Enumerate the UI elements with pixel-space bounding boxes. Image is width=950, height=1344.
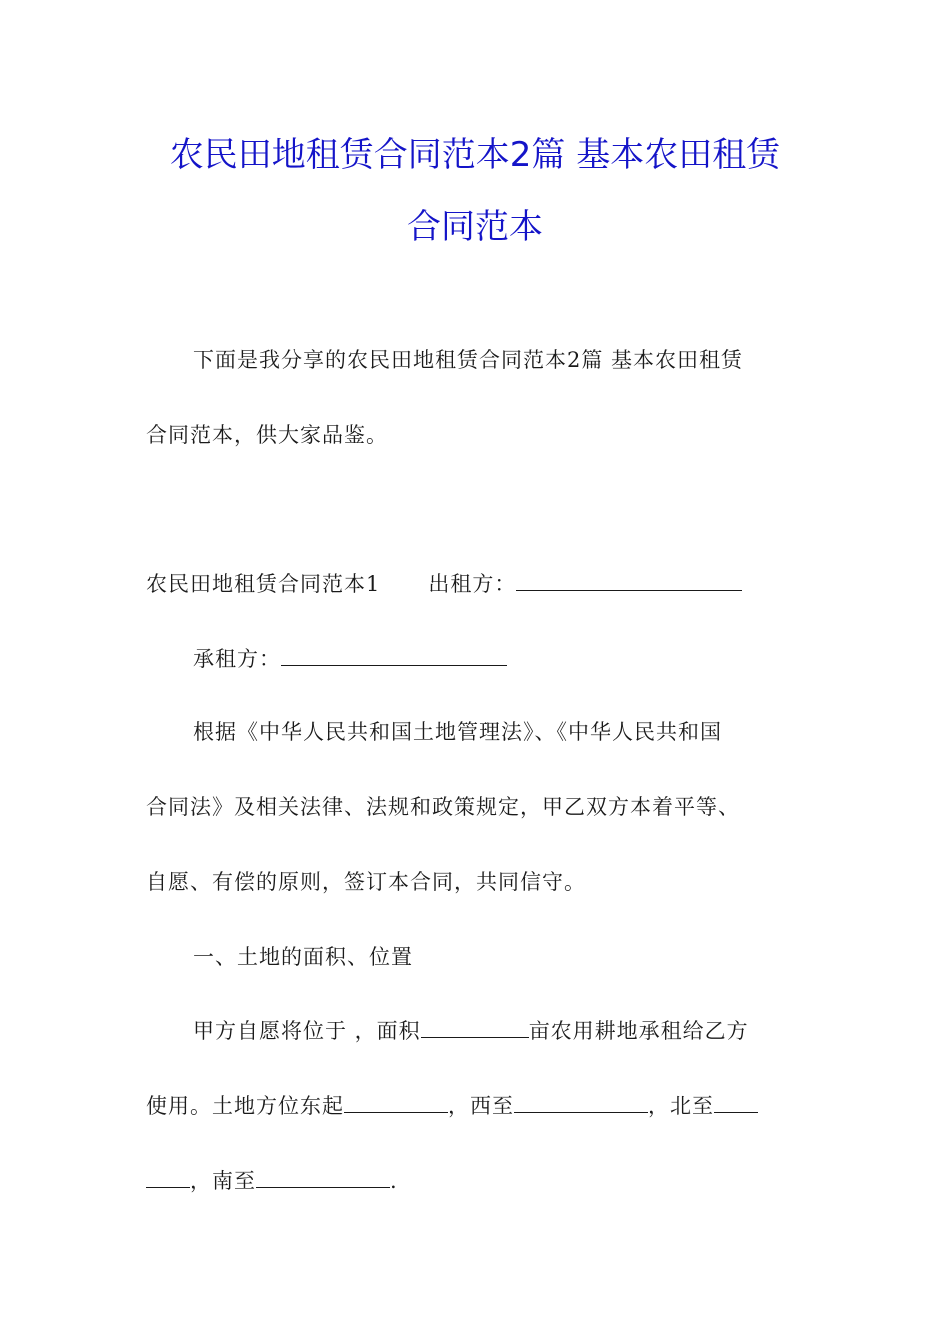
basis-line-2: 合同法》及相关法律、法规和政策规定，甲乙双方本着平等、 [146,795,740,819]
west-blank [514,1092,648,1113]
document-title-line-1: 农民田地租赁合同范本2篇 基本农田租赁 [169,135,781,175]
lessor-blank [516,570,742,591]
north-label: ，北至 [648,1094,714,1118]
section-1-title: 一、土地的面积、位置 [193,945,413,969]
location-text: 甲方自愿将位于 ，面积 [193,1019,421,1043]
area-blank [421,1017,529,1038]
section-1-line-3 [146,1167,398,1195]
south-label: ，南至 [190,1169,256,1193]
lessee-row [193,645,507,673]
section-1-line-2 [146,1092,758,1120]
east-blank [344,1092,448,1113]
document-title-line-2: 合同范本 [407,207,543,247]
lessee-label: 承租方： [193,647,281,671]
end-period: . [390,1169,398,1193]
basis-line-3: 自愿、有偿的原则，签订本合同，共同信守。 [146,870,586,894]
west-label: ，西至 [448,1094,514,1118]
area-unit-text: 亩农用耕地承租给乙方 [528,1019,749,1043]
north-blank-start [714,1092,758,1113]
lessee-blank [281,645,507,666]
north-blank-end [146,1167,190,1188]
basis-line-1: 根据《中华人民共和国土地管理法》、《中华人民共和国 [193,720,722,744]
east-label: 使用。土地方位东起 [146,1094,344,1118]
intro-line-1: 下面是我分享的农民田地租赁合同范本2篇 基本农田租赁 [193,348,744,372]
lessor-label: 出租方： [428,572,517,596]
south-blank [256,1167,390,1188]
contract-heading: 农民田地租赁合同范本1 [146,572,381,596]
contract-heading-row [146,570,742,598]
intro-line-2: 合同范本，供大家品鉴。 [146,423,388,447]
section-1-line-1 [193,1017,749,1045]
